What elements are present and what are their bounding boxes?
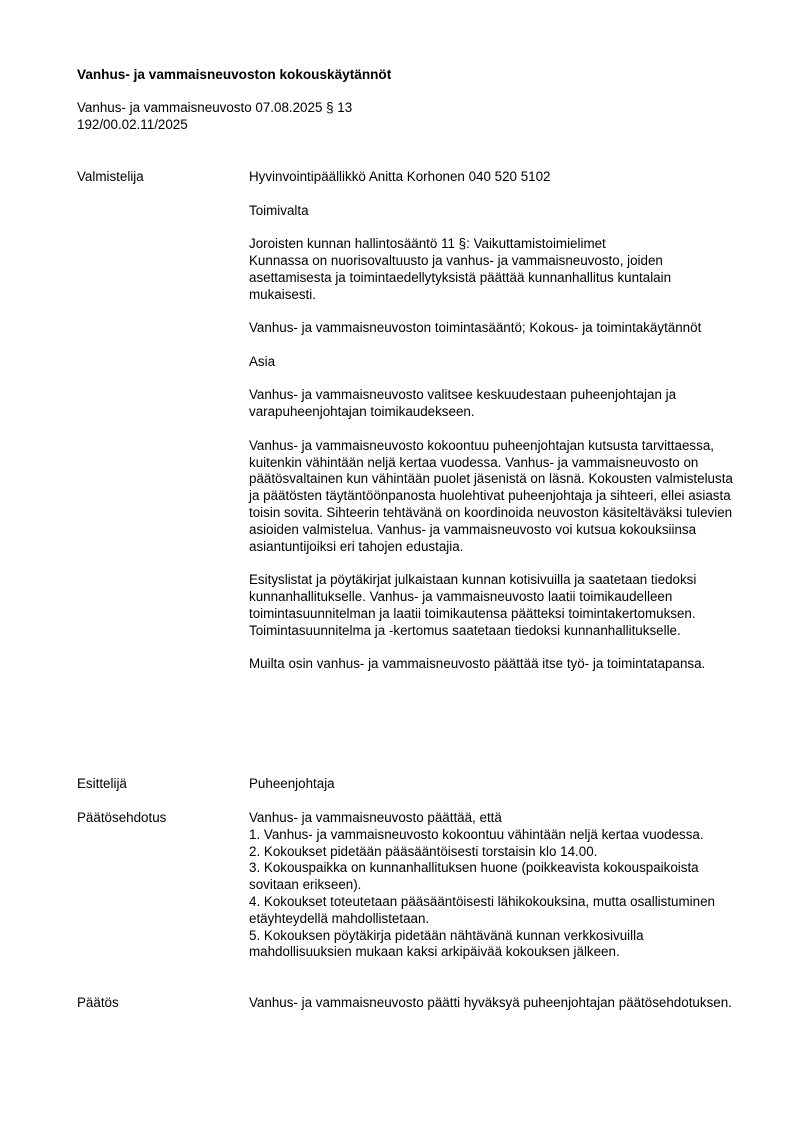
list-item: 1. Vanhus- ja vammaisneuvosto kokoontuu vähintään neljä kertaa vuodessa. [249,826,704,842]
paragraph-hallintosaanto [249,236,741,303]
list-item: 5. Kokouksen pöytäkirja pidetään nähtävänä kunnan verkkosivuilla mahdollisuuksien mukaan kaksi arkipäivää kokouksen jälkeen. [249,927,644,960]
document-title: Vanhus- ja vammaisneuvoston kokouskäytännöt [77,67,392,82]
label-esittelija: Esittelijä [77,776,127,791]
valmistelija-content [249,169,741,673]
heading-asia: Asia [249,353,276,369]
list-item: 2. Kokoukset pidetään pääsääntöisesti torstaisin klo 14.00. [249,843,598,859]
paragraph-toimintasaanto: Vanhus- ja vammaisneuvoston toimintasääntö; Kokous- ja toimintakäytännöt [249,320,702,336]
preparer: Hyvinvointipäällikkö Anitta Korhonen 040 520 5102 [249,169,551,184]
paragraph-esityslistat: Esityslistat ja pöytäkirjat julkaistaan kunnan kotisivuilla ja saatetaan tiedoksi kunnanhallitukselle. Vanhus- ja vammaisneuvosto laatii toimikaudelleen toimintasuunnitelman ja laatii toimikautensa päätteksi toimintakertomuksen. Toimintasuunnitelma ja -kertomus saatetaan tiedoksi kunnanhallitukselle. [249,572,697,638]
heading-toimivalta: Toimivalta [249,202,309,218]
label-paatosehdotus: Päätösehdotus [77,810,167,825]
paragraph-puheenjohtaja: Vanhus- ja vammaisneuvosto valitsee keskuudestaan puheenjohtajan ja varapuheenjohtajan toimikaudekseen. [249,387,677,420]
label-paatos: Päätös [77,995,119,1010]
hallintosaanto-text: Kunnassa on nuorisovaltuusto ja vanhus- ja vammaisneuvosto, joiden asettamisesta ja toimintaedellytyksistä päättää kunnanhallitus kuntalain mukaisesti. [249,252,672,302]
paatosehdotus-content [249,810,741,961]
paragraph-muilta-osin: Muilta osin vanhus- ja vammaisneuvosto päättää itse työ- ja toimintatapansa. [249,656,706,672]
list-item: 3. Kokouspaikka on kunnanhallituksen huone (poikkeavista kokouspaikoista sovitaan erikseen). [249,860,699,893]
hallintosaanto-reference: Joroisten kunnan hallintosääntö 11 §: Vaikuttamistoimielimet [249,236,606,252]
list-item: 4. Kokoukset toteutetaan pääsääntöisesti lähikokouksina, mutta osallistuminen etäyhteydellä mahdollistetaan. [249,893,715,926]
paatosehdotus-intro: Vanhus- ja vammaisneuvosto päättää, että [249,810,502,825]
paragraph-kokoontuminen: Vanhus- ja vammaisneuvosto kokoontuu puheenjohtajan kutsusta tarvittaessa, kuitenkin vähintään neljä kertaa vuodessa. Vanhus- ja vammaisneuvosto on päätösvaltainen kun vähintään puolet jäsenistä on läsnä. Kokousten valmistelusta ja päätösten täytäntöönpanosta huolehtivat puheenjohtaja ja sihteeri, ellei asiasta toisin sovita. Sihteerin tehtävänä on koordinoida neuvoston käsiteltäväksi tulevien asioiden valmistelua. Vanhus- ja vammaisneuvosto voi kutsua kokouksiinsa asiantuntijoiksi eri tahojen edustajia. [249,437,733,554]
meeting-reference: Vanhus- ja vammaisneuvosto 07.08.2025 § 13 [77,100,353,115]
paatos-value: Vanhus- ja vammaisneuvosto päätti hyväksyä puheenjohtajan päätösehdotuksen. [249,995,732,1010]
case-number: 192/00.02.11/2025 [77,116,188,132]
document-meta [77,100,352,134]
label-valmistelija: Valmistelija [77,169,144,184]
esittelija-value: Puheenjohtaja [249,776,335,791]
